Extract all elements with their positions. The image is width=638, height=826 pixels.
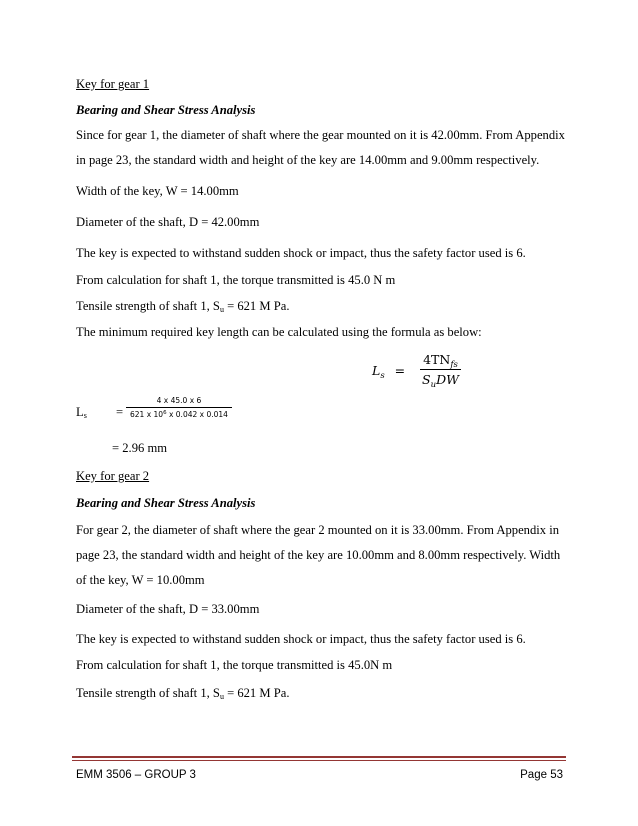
section1-shock-line: The key is expected to withstand sudden shock or impact, thus the safety factor used is 6. [76,246,526,260]
calc-result: = 2.96 mm [112,441,168,455]
formula-lhs-sub: s [380,371,385,381]
calc-label-sub: s [83,411,87,420]
section2-diameter-line: Diameter of the shaft, D = 33.00mm [76,602,260,616]
footer-page-number: Page 53 [520,769,563,781]
formula-denominator [420,369,461,390]
calc-denominator [126,407,232,419]
formula-numerator-text: 4TN [423,352,451,367]
calc-label [76,405,87,420]
formula-lhs [372,363,406,381]
section1-para-line1: Since for gear 1, the diameter of shaft where the gear mounted on it is 42.00mm. From Appendix [76,128,565,142]
calc-equals: = [116,405,124,419]
section2-subheading: Bearing and Shear Stress Analysis [76,496,256,510]
formula-numerator [420,352,461,369]
section2-torque-line: From calculation for shaft 1, the torque transmitted is 45.0N m [76,658,393,672]
section2-tensile-line [76,686,289,700]
section1-para-line2: in page 23, the standard width and height of the key are 14.00mm and 9.00mm respectively. [76,153,540,167]
footer-course-label: EMM 3506 – GROUP 3 [76,769,196,781]
formula-denominator-rest: DW [436,372,459,387]
tensile-subscript: u [219,305,224,314]
calc-den-prefix: 621 x 10 [130,410,164,419]
section1-width-line: Width of the key, W = 14.00mm [76,184,239,198]
section1-tensile-line [76,299,289,313]
section2-para-line2: page 23, the standard width and height of the key are 10.00mm and 8.00mm respectively. Width [76,548,561,562]
formula-lhs-var: L [372,363,381,378]
formula-fraction [420,352,461,390]
formula-numerator-sub: fs [450,360,458,370]
formula-denominator-var: S [422,372,431,387]
section1-subheading: Bearing and Shear Stress Analysis [76,103,256,117]
tensile-prefix: Tensile strength of shaft 1, S [76,686,220,700]
tensile-subscript: u [219,692,224,701]
calc-fraction [126,396,232,419]
calc-numerator: 4 x 45.0 x 6 [156,396,202,405]
footer-rule-thin [72,760,566,761]
calc-den-suffix: x 0.042 x 0.014 [166,410,228,419]
tensile-suffix: = 621 M Pa. [223,299,290,313]
tensile-suffix: = 621 M Pa. [223,686,290,700]
section2-para-line1: For gear 2, the diameter of shaft where the gear 2 mounted on it is 33.00mm. From Appendix in [76,523,560,537]
footer-rule-thick [72,756,566,758]
section1-heading: Key for gear 1 [76,77,150,91]
section2-para-line3: of the key, W = 10.00mm [76,573,205,587]
calc-den-exp: 6 [163,410,167,416]
section2-shock-line: The key is expected to withstand sudden shock or impact, thus the safety factor used is 6. [76,632,526,646]
calc-label-var: L [76,405,84,419]
section1-diameter-line: Diameter of the shaft, D = 42.00mm [76,215,260,229]
section1-torque-line: From calculation for shaft 1, the torque transmitted is 45.0 N m [76,273,396,287]
section2-heading: Key for gear 2 [76,469,150,483]
formula-denominator-sub: u [430,380,437,390]
section1-min-length-line: The minimum required key length can be calculated using the formula as below: [76,325,482,339]
formula-equals: = [394,363,406,378]
tensile-prefix: Tensile strength of shaft 1, S [76,299,220,313]
